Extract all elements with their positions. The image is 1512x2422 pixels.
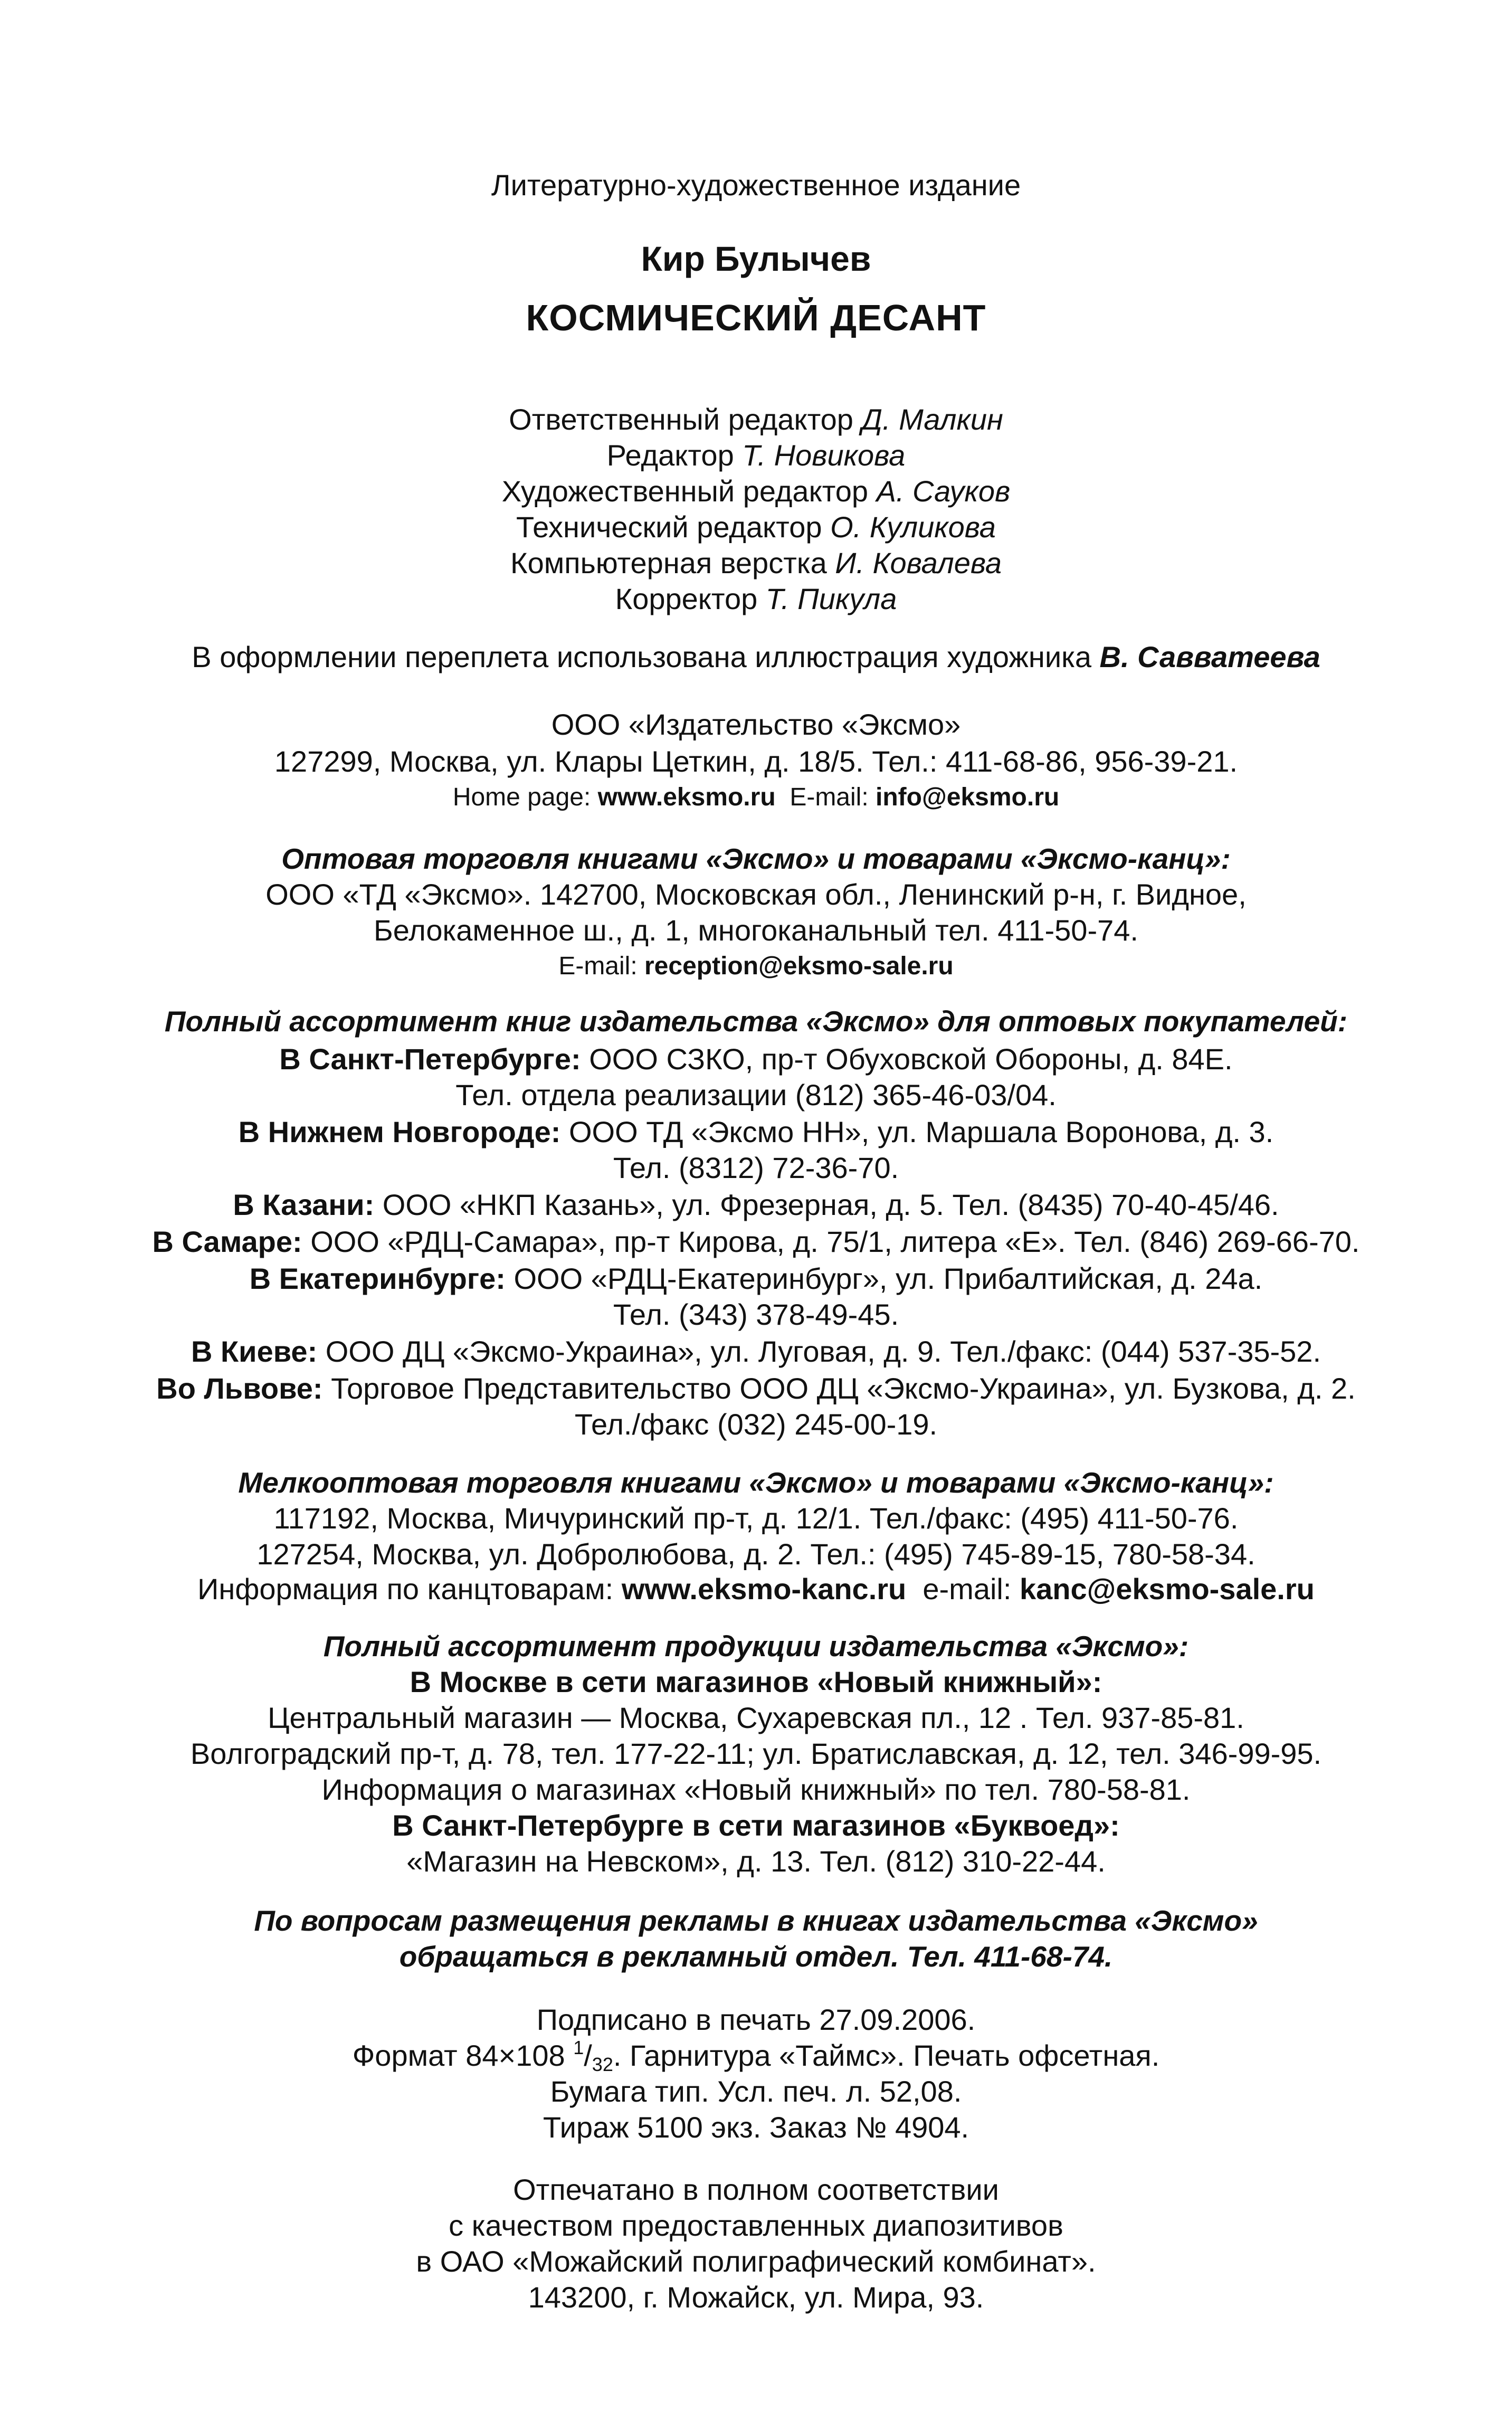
print-run: Тираж 5100 экз. Заказ № 4904. xyxy=(543,2111,969,2144)
retail-spb-header: В Санкт-Петербурге в сети магазинов «Буквоед»: xyxy=(392,1809,1120,1842)
branch-phone: Тел. (8312) 72-36-70. xyxy=(613,1151,899,1184)
credit-line xyxy=(0,474,1512,509)
format-fraction-numerator: 1 xyxy=(573,2037,584,2058)
printer-line: в ОАО «Можайский полиграфический комбинат». xyxy=(416,2245,1096,2278)
publisher-name: ООО «Издательство «Эксмо» xyxy=(551,708,961,741)
stationery-info-label: Информация по канцтоварам: xyxy=(197,1572,614,1606)
small-wholesale-line: 127254, Москва, ул. Добролюбова, д. 2. Тел.: (495) 745-89-15, 780-58-34. xyxy=(256,1537,1256,1571)
credit-line xyxy=(0,546,1512,581)
branch-text: ООО «РДЦ-Самара», пр-т Кирова, д. 75/1, литера «Е». Тел. (846) 269-66-70. xyxy=(310,1225,1360,1258)
branch-line xyxy=(0,1371,1512,1406)
retail-header: Полный ассортимент продукции издательства «Эксмо»: xyxy=(323,1630,1189,1663)
advertising-line: обращаться в рекламный отдел. Тел. 411-68-74. xyxy=(399,1940,1113,1973)
branch-line xyxy=(0,1224,1512,1259)
credit-role: Художественный редактор xyxy=(501,474,869,508)
branch-text: Торговое Представительство ООО ДЦ «Эксмо-Украина», ул. Бузкова, д. 2. xyxy=(331,1372,1356,1405)
print-paper: Бумага тип. Усл. печ. л. 52,08. xyxy=(550,2075,962,2108)
credit-name: И. Ковалева xyxy=(835,546,1002,580)
branch-text: ООО СЗКО, пр-т Обуховской Обороны, д. 84Е. xyxy=(589,1042,1233,1076)
wholesale-email-address: reception@eksmo-sale.ru xyxy=(644,952,954,980)
branch-city: В Нижнем Новгороде: xyxy=(238,1115,561,1148)
credit-name: Т. Новикова xyxy=(742,439,906,472)
branch-phone: Тел./факс (032) 245-00-19. xyxy=(574,1408,938,1441)
print-format: Формат 84×108 $^1$/32. Гарнитура «Таймс». Печать офсетная. xyxy=(352,2037,1160,2075)
home-page-label: Home page: xyxy=(452,783,591,811)
branch-city: В Санкт-Петербурге: xyxy=(279,1042,581,1076)
retail-line: Центральный магазин — Москва, Сухаревская пл., 12 . Тел. 937-85-81. xyxy=(268,1701,1244,1734)
email-label: E-mail: xyxy=(558,952,638,980)
credit-line xyxy=(0,510,1512,545)
stationery-url: www.eksmo-kanc.ru xyxy=(621,1572,907,1606)
format-text: Формат 84×108 xyxy=(352,2039,565,2072)
credit-role: Редактор xyxy=(606,439,734,472)
wholesale-line: ООО «ТД «Эксмо». 142700, Московская обл., Ленинский р-н, г. Видное, xyxy=(265,878,1247,911)
branch-line xyxy=(0,1042,1512,1077)
branch-text: ООО «НКП Казань», ул. Фрезерная, д. 5. Тел. (8435) 70-40-45/46. xyxy=(382,1188,1279,1221)
edition-type: Литературно-художественное издание xyxy=(491,168,1021,202)
branch-line xyxy=(0,1188,1512,1222)
book-title: КОСМИЧЕСКИЙ ДЕСАНТ xyxy=(526,297,986,338)
wholesale-email xyxy=(0,949,1512,984)
advertising-line: По вопросам размещения рекламы в книгах издательства «Эксмо» xyxy=(254,1904,1258,1937)
publisher-contacts xyxy=(0,780,1512,815)
stationery-email: kanc@eksmo-sale.ru xyxy=(1019,1572,1315,1606)
small-wholesale-header: Мелкооптовая торговля книгами «Эксмо» и товарами «Эксмо-канц»: xyxy=(238,1466,1274,1499)
branch-text: ООО «РДЦ-Екатеринбург», ул. Прибалтийская, д. 24а. xyxy=(513,1262,1263,1295)
home-page-link: www.eksmo.ru xyxy=(597,783,776,811)
stationery-info xyxy=(0,1572,1512,1607)
cover-illustration-text: В оформлении переплета использована иллюстрация художника xyxy=(192,640,1091,673)
credit-role: Корректор xyxy=(615,582,758,615)
retail-moscow-header: В Москве в сети магазинов «Новый книжный»: xyxy=(410,1665,1102,1698)
credit-name: О. Куликова xyxy=(830,510,996,544)
branch-city: Во Львове: xyxy=(156,1372,323,1405)
branch-text: ООО ТД «Эксмо НН», ул. Маршала Воронова, д. 3. xyxy=(568,1115,1274,1148)
credit-name: А. Сауков xyxy=(876,474,1011,508)
credit-role: Ответственный редактор xyxy=(509,403,853,436)
wholesale-header: Оптовая торговля книгами «Эксмо» и товарами «Эксмо-канц»: xyxy=(281,842,1231,875)
publisher-address: 127299, Москва, ул. Клары Цеткин, д. 18/5. Тел.: 411-68-86, 956-39-21. xyxy=(274,745,1238,778)
printer-line: Отпечатано в полном соответствии xyxy=(513,2173,999,2206)
format-fraction-denominator: 32 xyxy=(592,2054,613,2075)
assortment-header: Полный ассортимент книг издательства «Эксмо» для оптовых покупателей: xyxy=(164,1005,1348,1038)
credit-role: Компьютерная верстка xyxy=(510,546,827,580)
branch-phone: Тел. (343) 378-49-45. xyxy=(613,1298,899,1331)
cover-artist: В. Савватеева xyxy=(1099,640,1320,673)
printer-line: 143200, г. Можайск, ул. Мира, 93. xyxy=(528,2281,984,2314)
printer-line: с качеством предоставленных диапозитивов xyxy=(449,2209,1063,2242)
credit-line xyxy=(0,438,1512,473)
retail-line: «Магазин на Невском», д. 13. Тел. (812) 310-22-44. xyxy=(406,1845,1106,1878)
branch-text: ООО ДЦ «Эксмо-Украина», ул. Луговая, д. 9. Тел./факс: (044) 537-35-52. xyxy=(325,1335,1321,1368)
credit-line xyxy=(0,582,1512,616)
branch-city: В Екатеринбурге: xyxy=(249,1262,506,1295)
branch-line xyxy=(0,1334,1512,1369)
branch-line xyxy=(0,1261,1512,1296)
publisher-email: info@eksmo.ru xyxy=(876,783,1060,811)
branch-line xyxy=(0,1115,1512,1150)
retail-line: Волгоградский пр-т, д. 78, тел. 177-22-11; ул. Братиславская, д. 12, тел. 346-99-95. xyxy=(190,1737,1322,1770)
credit-line xyxy=(0,402,1512,437)
branch-city: В Киеве: xyxy=(191,1335,318,1368)
small-wholesale-line: 117192, Москва, Мичуринский пр-т, д. 12/1. Тел./факс: (495) 411-50-76. xyxy=(273,1502,1239,1535)
credit-role: Технический редактор xyxy=(516,510,822,544)
email-label: e-mail: xyxy=(923,1572,1012,1606)
wholesale-line: Белокаменное ш., д. 1, многоканальный тел. 411-50-74. xyxy=(374,914,1138,947)
branch-city: В Казани: xyxy=(233,1188,375,1221)
branch-phone: Тел. отдела реализации (812) 365-46-03/04. xyxy=(455,1078,1057,1112)
cover-illustration xyxy=(0,640,1512,675)
author-name: Кир Булычев xyxy=(641,239,871,278)
print-signed: Подписано в печать 27.09.2006. xyxy=(536,2003,976,2036)
branch-city: В Самаре: xyxy=(152,1225,302,1258)
format-text-rest: . Гарнитура «Таймс». Печать офсетная. xyxy=(613,2039,1160,2072)
credit-name: Т. Пикула xyxy=(765,582,897,615)
credit-name: Д. Малкин xyxy=(861,403,1003,436)
retail-line: Информация о магазинах «Новый книжный» по тел. 780-58-81. xyxy=(321,1773,1191,1806)
email-label: E-mail: xyxy=(790,783,869,811)
